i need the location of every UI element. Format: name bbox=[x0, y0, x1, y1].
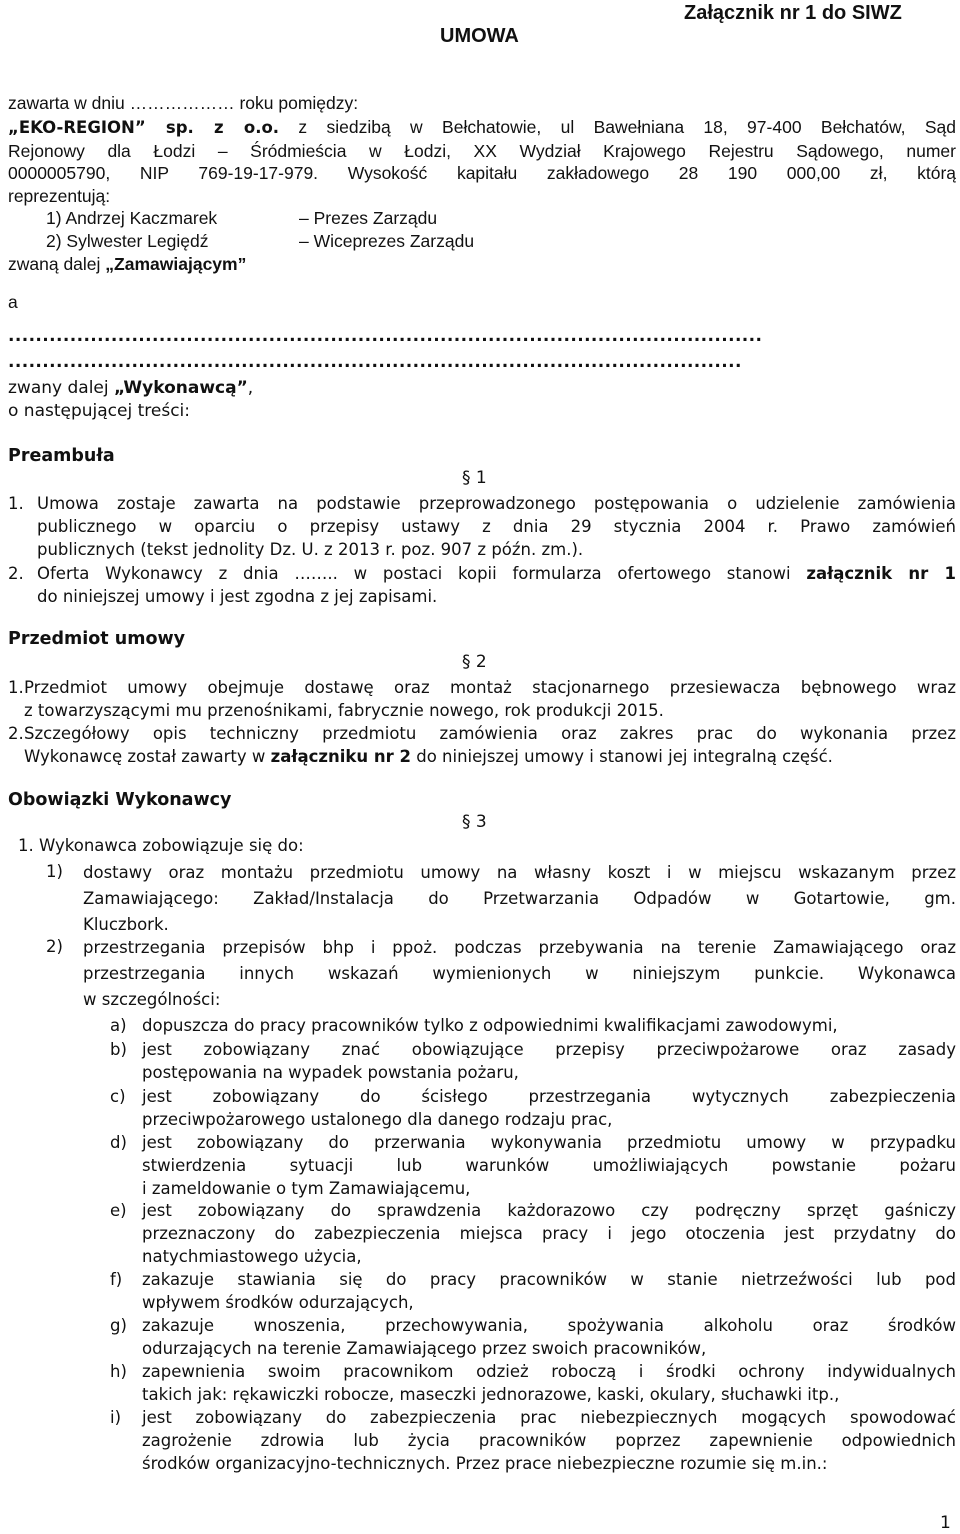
duties-letter-line: natychmiastowego użycia, bbox=[142, 1247, 362, 1266]
attachment-1-ref: załącznik nr 1 bbox=[806, 564, 956, 583]
duties-letter-line: jest zobowiązany do sprawdzenia każdorazowo czy podręczny sprzęt gaśniczy bbox=[142, 1201, 956, 1220]
duties-letter-label: c) bbox=[110, 1087, 126, 1106]
attachment-2-ref: załączniku nr 2 bbox=[270, 747, 411, 766]
subject-p2-text-c: do niniejszej umowy i stanowi jej integralną część. bbox=[411, 747, 833, 766]
duties-letter-line: jest zobowiązany do przerwania wykonywania przedmiotu umowy w przypadku bbox=[142, 1133, 956, 1152]
preamble-p2-line-1 bbox=[37, 562, 956, 585]
subject-p2 bbox=[24, 722, 956, 768]
duties-letter-line: przeznaczony do zabezpieczenia miejsca pracy i jego otoczenia jest przydatny do bbox=[142, 1224, 956, 1243]
duties-letter-item bbox=[142, 1038, 956, 1084]
duties-letter-line: i zameldowanie o tym Zamawiającemu, bbox=[142, 1179, 471, 1198]
duties-heading: Obowiązki Wykonawcy bbox=[8, 790, 232, 810]
party1-block bbox=[8, 116, 956, 207]
duties-item1-line-2: Zamawiającego: Zakład/Instalacja do Przetwarzania Odpadów w Gotartowie, gm. bbox=[83, 889, 956, 908]
duties-letter-item bbox=[142, 1360, 956, 1406]
contractor-dots-1: .............................................................................................................. bbox=[8, 326, 763, 346]
duties-letter-label: h) bbox=[110, 1362, 127, 1381]
contractor-name: „Wykonawcą” bbox=[114, 378, 248, 398]
duties-item1-line-3: Kluczbork. bbox=[83, 915, 169, 934]
rep1-name: 1) Andrzej Kaczmarek bbox=[46, 208, 218, 228]
duties-item1-line-1: dostawy oraz montażu przedmiotu umowy na własny koszt i w miejscu wskazanym przez bbox=[83, 863, 956, 882]
rep1-role: – Prezes Zarządu bbox=[299, 208, 438, 228]
duties-item1 bbox=[83, 860, 956, 938]
duties-letter-item bbox=[142, 1085, 956, 1131]
subject-p1-line-2: z towarzyszącymi mu przenośnikami, fabrycznie nowego, rok produkcji 2015. bbox=[24, 701, 664, 720]
document-title: UMOWA bbox=[440, 25, 519, 47]
duties-item2 bbox=[83, 935, 956, 1013]
duties-letter-line: zagrożenie zdrowia lub życia pracowników poprzez zapewnienie odpowiednich bbox=[142, 1431, 956, 1450]
duties-item2-line-3: w szczególności: bbox=[83, 990, 221, 1009]
duties-p1: 1. Wykonawca zobowiązuje się do: bbox=[18, 836, 304, 855]
subject-p1-line-1: Przedmiot umowy obejmuje dostawę oraz montaż stacjonarnego przesiewacza bębnowego wraz bbox=[24, 678, 956, 697]
contractor-line bbox=[8, 378, 253, 398]
duties-item2-line-1: przestrzegania przepisów bhp i ppoż. podczas przebywania na terenie Zamawiającego oraz bbox=[83, 938, 956, 957]
contractor-prefix: zwany dalej bbox=[8, 378, 115, 398]
party1-name: „EKO-REGION” sp. z o.o. bbox=[8, 118, 280, 137]
rep2-role: – Wiceprezes Zarządu bbox=[299, 231, 475, 251]
duties-letter-line: dopuszcza do pracy pracowników tylko z odpowiednimi kwalifikacjami zawodowymi, bbox=[142, 1016, 838, 1035]
duties-letter-label: b) bbox=[110, 1040, 127, 1059]
duties-letter-label: g) bbox=[110, 1316, 127, 1335]
duties-letter-line: jest zobowiązany znać obowiązujące przepisy przeciwpożarowe oraz zasady bbox=[142, 1040, 956, 1059]
duties-letter-line: środków organizacyjno-technicznych. Przez prace niebezpieczne rozumie się m.in.: bbox=[142, 1454, 828, 1473]
preamble-p1 bbox=[37, 492, 956, 561]
preamble-p1-line-3: publicznych (tekst jednolity Dz. U. z 2013 r. poz. 907 z późn. zm.). bbox=[37, 540, 584, 559]
duties-letter-item bbox=[142, 1314, 956, 1360]
subject-p1-num: 1. bbox=[8, 678, 24, 697]
duties-letter-line: zakazuje stawiania się do pracy pracowników w stanie nietrzeźwości lub pod bbox=[142, 1270, 956, 1289]
duties-letter-label: a) bbox=[110, 1016, 127, 1035]
duties-letter-line: przeciwpożarowego ustalonego dla danego rodzaju prac, bbox=[142, 1110, 613, 1129]
duties-letter-item bbox=[142, 1406, 956, 1475]
duties-letter-line: odurzających na terenie Zamawiającego przez swoich pracowników, bbox=[142, 1339, 707, 1358]
preamble-p1-line-1: Umowa zostaje zawarta na podstawie przeprowadzonego postępowania o udzielenie zamówienia bbox=[37, 494, 956, 513]
called-line bbox=[8, 254, 246, 275]
preamble-p2-text: Oferta Wykonawcy z dnia …….. w postaci kopii formularza ofertowego stanowi bbox=[37, 564, 807, 583]
page-number: 1 bbox=[940, 1513, 951, 1533]
duties-letter-item bbox=[142, 1199, 956, 1268]
date-line: zawarta w dniu ……………… roku pomiędzy: bbox=[8, 93, 359, 113]
duties-letter-line: zakazuje wnoszenia, przechowywania, spożywania alkoholu oraz środków bbox=[142, 1316, 956, 1335]
duties-letter-item bbox=[142, 1268, 956, 1314]
preamble-section: § 1 bbox=[462, 468, 487, 488]
party1-line-1 bbox=[8, 116, 956, 140]
subject-p1 bbox=[24, 676, 956, 722]
and-word: a bbox=[8, 292, 18, 312]
preamble-p2-num: 2. bbox=[8, 564, 24, 583]
duties-letter-line: jest zobowiązany do zabezpieczenia prac niebezpiecznych mogących spowodować bbox=[142, 1408, 956, 1427]
preamble-heading: Preambuła bbox=[8, 446, 115, 466]
subject-p2-line-1: Szczegółowy opis techniczny przedmiotu zamówienia oraz zakres prac do wykonania przez bbox=[24, 724, 956, 743]
party1-line-3: 0000005790, NIP 769-19-17-979. Wysokość kapitału zakładowego 28 190 000,00 zł, którą bbox=[8, 163, 956, 183]
party1-line1-rest: z siedzibą w Bełchatowie, ul Bawełniana 18, 97-400 Bełchatów, Sąd bbox=[279, 117, 957, 137]
duties-section: § 3 bbox=[462, 812, 487, 832]
duties-letter-line: wpływem środków odurzających, bbox=[142, 1293, 414, 1312]
subject-p2-line-2 bbox=[24, 745, 956, 768]
rep2-name: 2) Sylwester Legiędź bbox=[46, 231, 209, 251]
duties-letter-item bbox=[142, 1014, 956, 1037]
contractor-suffix: , bbox=[247, 378, 254, 398]
duties-item2-line-2: przestrzegania innych wskazań wymienionych w niniejszym punkcie. Wykonawca bbox=[83, 964, 956, 983]
duties-item1-num: 1) bbox=[46, 862, 63, 881]
preamble-p2 bbox=[37, 562, 956, 608]
preamble-p1-line-2: publicznego w oparciu o przepisy ustawy z dnia 29 stycznia 2004 r. Prawo zamówień bbox=[37, 517, 956, 536]
subject-p2-num: 2. bbox=[8, 724, 24, 743]
duties-letter-label: f) bbox=[110, 1270, 123, 1289]
duties-letter-line: takich jak: rękawiczki robocze, maseczki jednorazowe, kaski, okulary, słuchawki itp., bbox=[142, 1385, 840, 1404]
party1-line-4: reprezentują: bbox=[8, 185, 111, 206]
duties-letter-line: jest zobowiązany do ścisłego przestrzegania wytycznych zabezpieczenia bbox=[142, 1087, 956, 1106]
duties-item2-num: 2) bbox=[46, 937, 63, 956]
duties-letter-line: postępowania na wypadek powstania pożaru, bbox=[142, 1063, 519, 1082]
preamble-p1-num: 1. bbox=[8, 494, 24, 513]
attachment-label: Załącznik nr 1 do SIWZ bbox=[684, 2, 902, 24]
duties-letter-label: d) bbox=[110, 1133, 127, 1152]
duties-letter-label: e) bbox=[110, 1201, 127, 1220]
contractor-dots-2: ........................................................................................................... bbox=[8, 352, 742, 372]
duties-letter-label: i) bbox=[110, 1408, 122, 1427]
subject-section: § 2 bbox=[462, 652, 487, 672]
called-name: „Zamawiającym” bbox=[105, 254, 247, 274]
party1-line-2: Rejonowy dla Łodzi – Śródmieścia w Łodzi, XX Wydział Krajowego Rejestru Sądowego, numer bbox=[8, 140, 956, 161]
duties-letter-line: zapewnienia swoim pracownikom odzież roboczą i środki ochrony indywidualnych bbox=[142, 1362, 956, 1381]
preamble-p2-line-2: do niniejszej umowy i jest zgodna z jej zapisami. bbox=[37, 587, 438, 606]
called-prefix: zwaną dalej bbox=[8, 254, 106, 274]
duties-letter-item bbox=[142, 1131, 956, 1200]
subject-heading: Przedmiot umowy bbox=[8, 629, 186, 649]
duties-letter-line: stwierdzenia sytuacji lub warunków umożliwiających powstanie pożaru bbox=[142, 1156, 956, 1175]
subject-p2-text-a: Wykonawcę został zawarty w bbox=[24, 747, 271, 766]
following-line: o następującej treści: bbox=[8, 401, 191, 421]
